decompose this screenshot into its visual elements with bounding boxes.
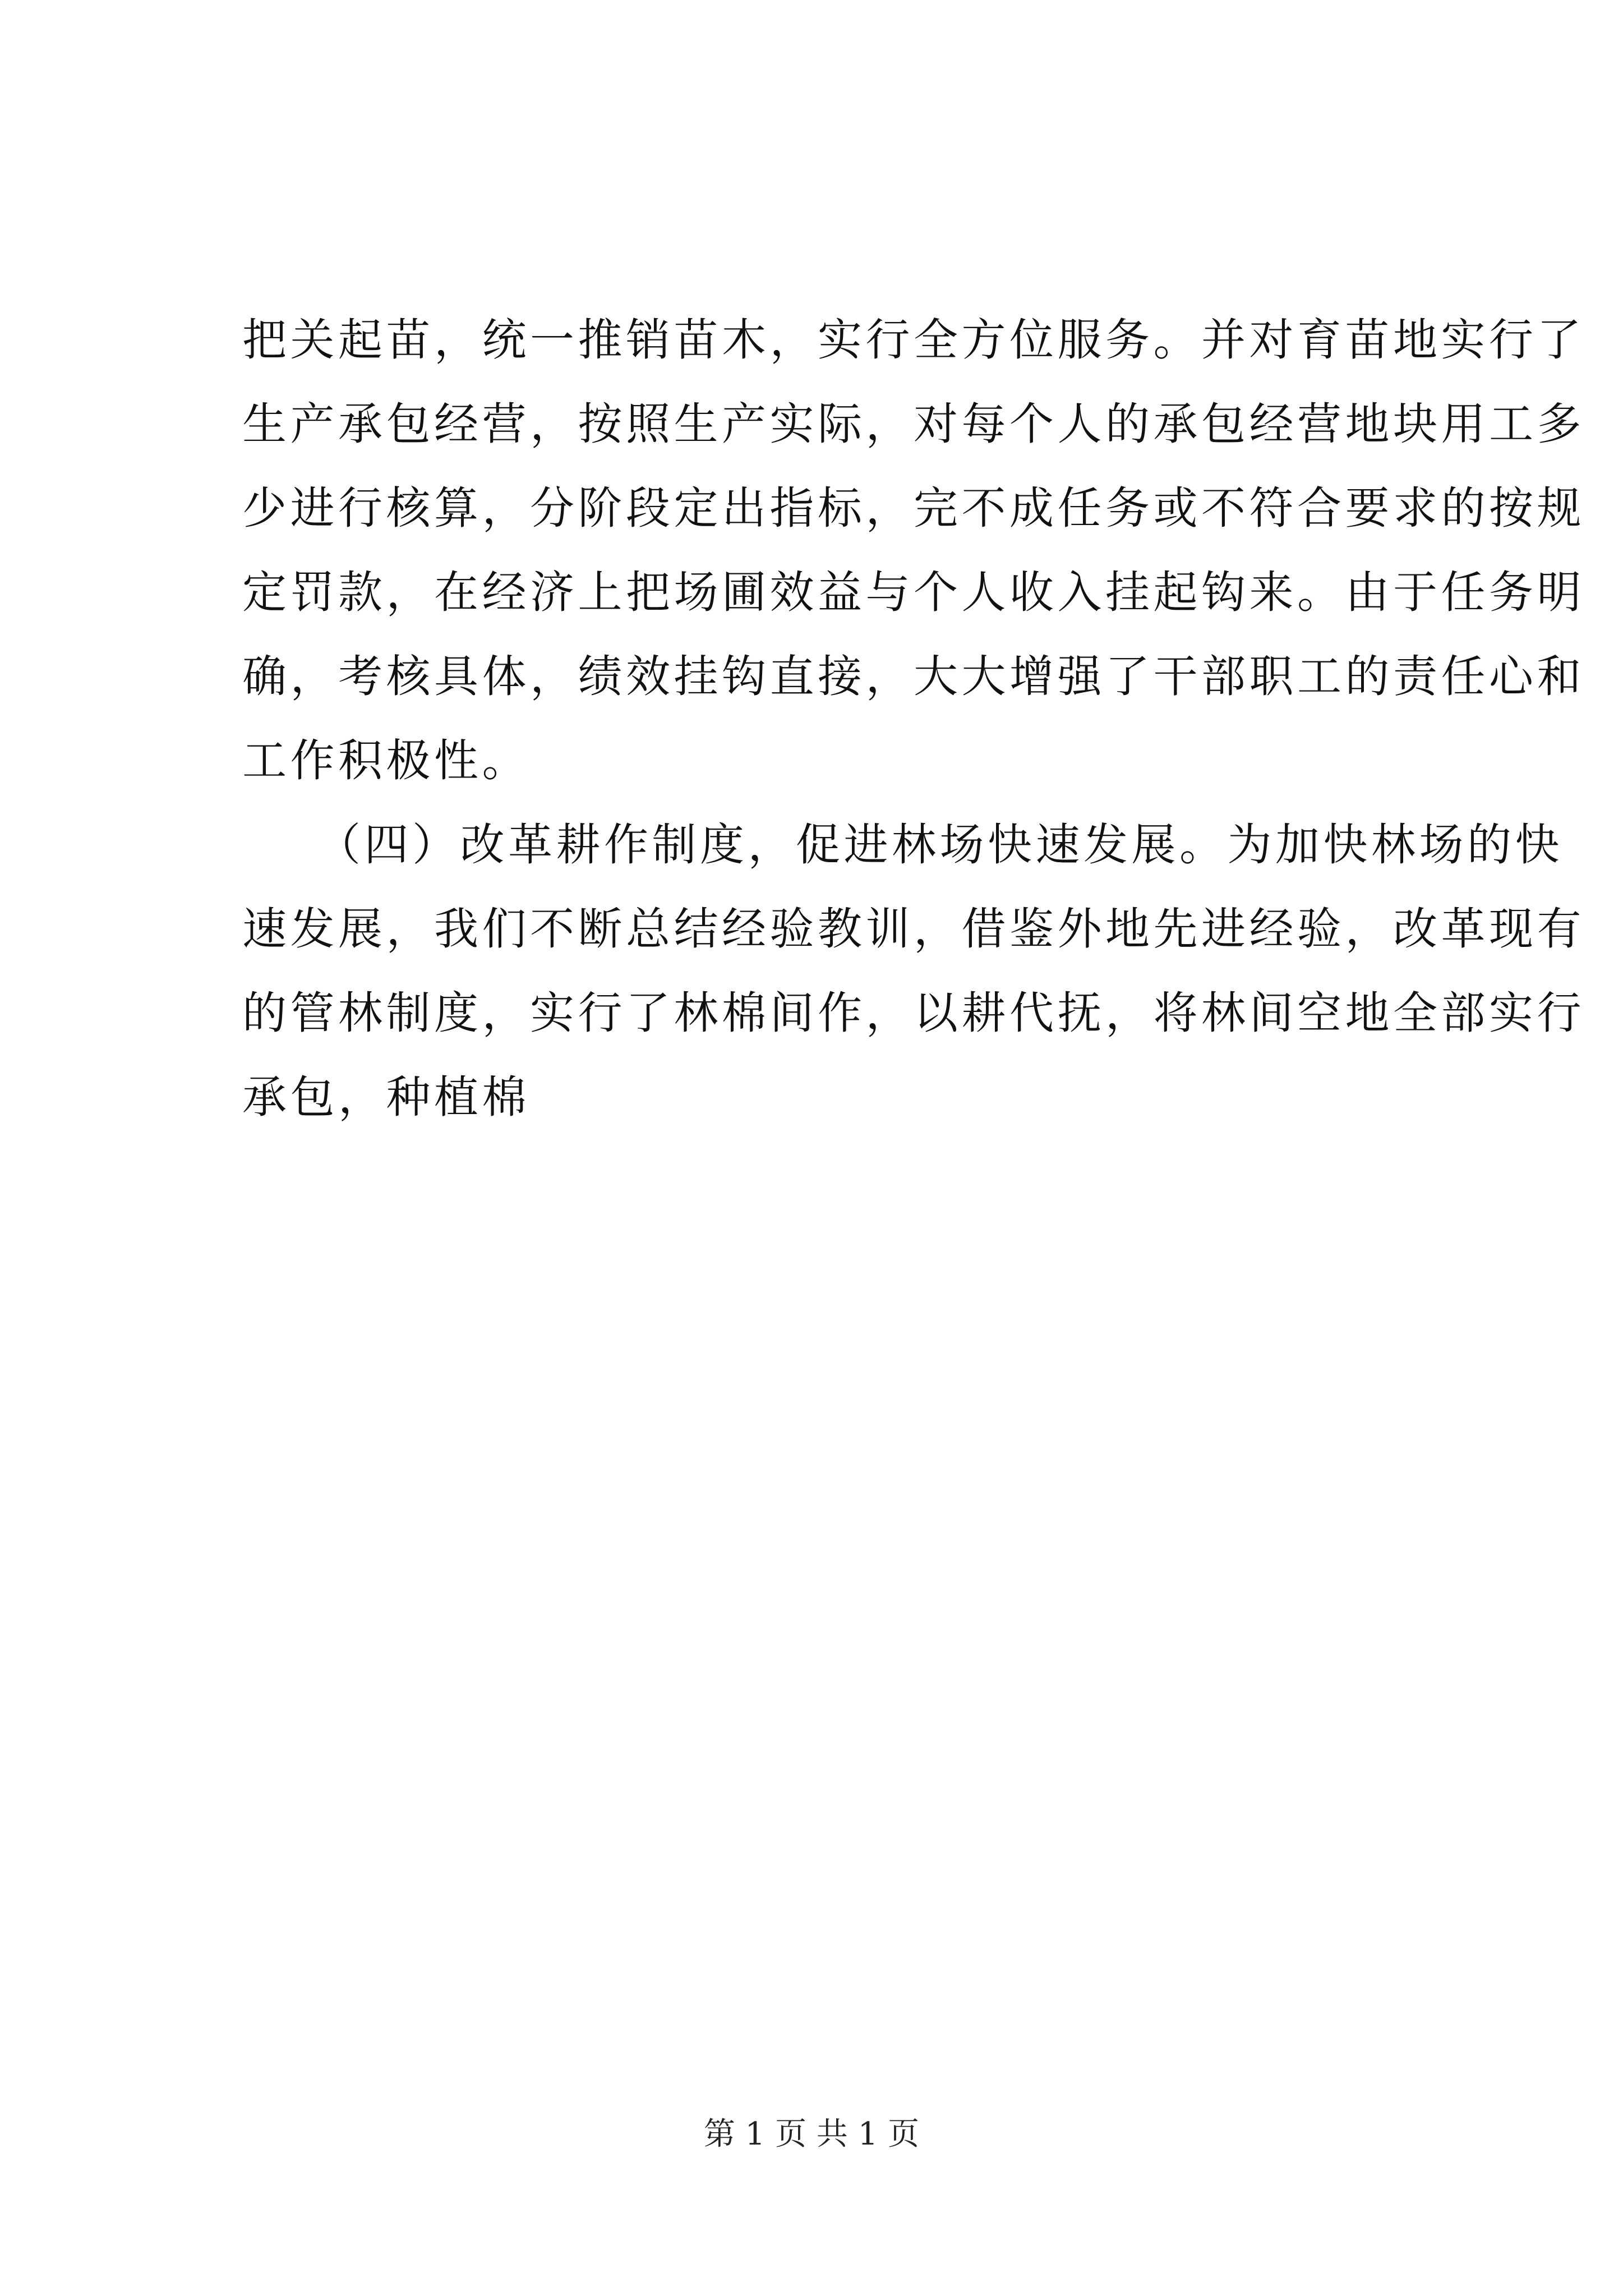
- text-line-indented: （四）改革耕作制度，促进林场快速发展。为加快林场的快: [316, 819, 1563, 871]
- text-line: 工作积极性。: [242, 735, 530, 786]
- page-footer: 第 1 页 共 1 页: [703, 2116, 920, 2152]
- text-line: 承包，种植棉: [242, 1071, 530, 1123]
- text-line: 定罚款，在经济上把场圃效益与个人收入挂起钩来。由于任务明: [242, 567, 1585, 618]
- text-line: 确，考核具体，绩效挂钩直接，大大增强了干部职工的责任心和: [242, 651, 1585, 702]
- text-line: 速发展，我们不断总结经验教训，借鉴外地先进经验，改革现有: [242, 903, 1585, 955]
- text-line: 生产承包经营，按照生产实际，对每个人的承包经营地块用工多: [242, 398, 1585, 450]
- text-line: 把关起苗，统一推销苗木，实行全方位服务。并对育苗地实行了: [242, 314, 1585, 366]
- text-line: 少进行核算，分阶段定出指标，完不成任务或不符合要求的按规: [242, 482, 1585, 534]
- text-line: 的管林制度，实行了林棉间作，以耕代抚，将林间空地全部实行: [242, 987, 1585, 1039]
